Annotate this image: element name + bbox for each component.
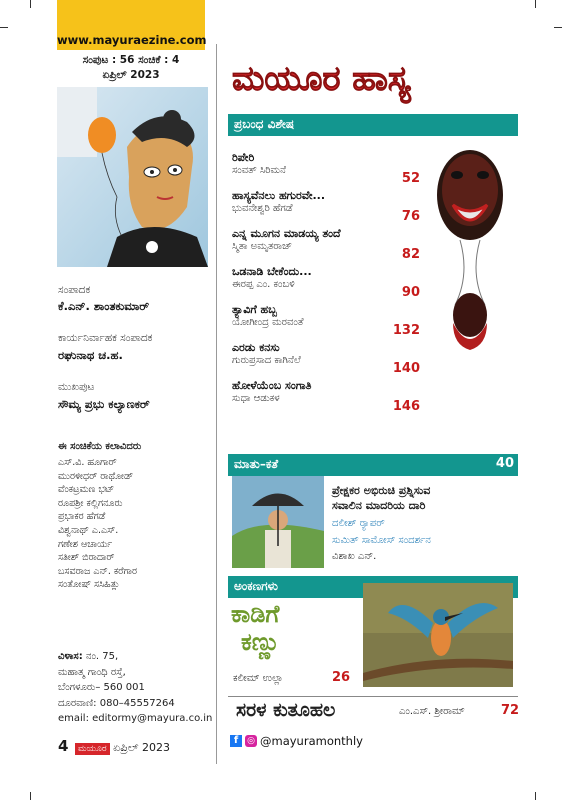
mask-illustration xyxy=(425,145,515,370)
artist-name: ಬಸವರಾಜ ಎನ್. ಕರೆಗಾರ xyxy=(58,565,138,577)
page-footer xyxy=(58,737,170,755)
column-author: ಕಲೀಮ್ ಉಲ್ಲಾ xyxy=(233,673,284,684)
toc-title: ರಿಪೇರಿ xyxy=(232,151,255,164)
section-title: ಮಾತು–ಕತೆ xyxy=(234,457,279,471)
phone-label: ದೂರವಾಣಿ: xyxy=(58,697,97,709)
website-url[interactable]: www.mayuraezine.com xyxy=(57,33,207,47)
toc-entry[interactable] xyxy=(232,341,420,379)
editor-name: ಕೆ.ಎನ್. ಶಾಂತಕುಮಾರ್ xyxy=(58,299,150,313)
cover-artist: ಸೌಮ್ಯ ಪ್ರಭು ಕಲ್ಯಾಣಕರ್ xyxy=(58,397,150,411)
toc-title: ತ್ಯಾವಿಗೆ ಹಬ್ಬ xyxy=(232,303,277,316)
address-block xyxy=(58,649,212,727)
toc-page: 140 xyxy=(392,361,420,376)
masthead-title: ಮಯೂರ ಹಾಸ್ಯ xyxy=(232,59,411,99)
crop-mark xyxy=(554,27,562,28)
address-line: ಬೆಂಗಳೂರು– 560 001 xyxy=(58,682,145,693)
toc-title: ಹಾಸ್ಯವೆನಲು ಹಗುರವೇ... xyxy=(232,189,326,202)
section-matukathe-header xyxy=(228,454,518,476)
artist-name: ವೆಂಕಟ್ರಮಣ ಭಟ್ xyxy=(58,484,115,496)
issue-info xyxy=(57,53,205,83)
column-title: ಕಾಡಿಗೆ xyxy=(231,600,280,628)
column-divider xyxy=(216,44,217,764)
section-title: ಅಂಕಣಗಳು xyxy=(234,579,278,593)
column-title: ಕಣ್ಣು xyxy=(241,628,280,656)
toc-entry[interactable] xyxy=(232,265,420,303)
column-divider-line xyxy=(228,696,518,697)
artist-name: ಮುರಳೀಧರ್ ರಾಥೋಡ್ xyxy=(58,470,134,482)
footer-date: ಏಪ್ರಿಲ್ 2023 xyxy=(113,741,170,754)
cover-illustration xyxy=(57,87,208,267)
crop-mark xyxy=(535,792,536,800)
toc-page: 52 xyxy=(401,171,420,186)
column-title: ಸರಳ ಕುತೂಹಲ xyxy=(236,699,336,721)
toc-author: ಸುಧಾ ಆಡುಕಳ xyxy=(232,393,280,404)
crop-mark xyxy=(535,0,536,8)
toc-author: ಸಂವತ್ ಸಿರಿಮನೆ xyxy=(232,165,286,176)
interview-photo xyxy=(232,476,324,568)
artists-list xyxy=(58,456,137,592)
toc-author: ಸ್ಮಿತಾ ಅಮೃತರಾಜ್ xyxy=(232,241,293,252)
interview-subject: ಸುಮಿತ್ ಸಾಮೋಸ್ ಸಂದರ್ಶನ xyxy=(332,535,431,546)
toc-author: ಈರಪ್ಪ ಎಂ. ಕಂಬಳಿ xyxy=(232,279,295,290)
interview-author: ವಿಶಾಖ ಎನ್. xyxy=(332,551,377,562)
toc-entry[interactable] xyxy=(232,189,420,227)
masthead-logo xyxy=(228,44,498,108)
page-number: 4 xyxy=(58,737,69,755)
interview-text[interactable] xyxy=(332,483,517,565)
cover-label: ಮುಖಪುಟ xyxy=(58,381,95,393)
toc-title: ಹೋಳೆಯೆಂಬ ಸಂಗಾತಿ xyxy=(232,379,312,392)
toc-entry[interactable] xyxy=(232,379,420,417)
toc-title: ಒಡನಾಡಿ ಬೇಕೆಂದು... xyxy=(232,265,312,278)
toc-page: 76 xyxy=(401,209,420,224)
toc-entry[interactable] xyxy=(232,303,420,341)
address-label: ವಿಳಾಸ: xyxy=(58,651,83,662)
toc-author: ಯೋಗೀಂದ್ರ ಮರವಂತೆ xyxy=(232,317,304,328)
column-author: ಎಂ.ಎಸ್. ಶ್ರೀರಾಮ್ xyxy=(399,706,465,717)
toc-page: 82 xyxy=(401,247,420,262)
crop-mark xyxy=(30,792,31,800)
artist-name: ವಿಶ್ವನಾಥ್ ಎ.ಎಸ್. xyxy=(58,524,119,536)
social-links xyxy=(230,734,363,748)
toc-page: 146 xyxy=(392,399,420,414)
artist-name: ಎಸ್.ವಿ. ಹೂಗಾರ್ xyxy=(58,457,117,468)
interview-subject: ದಲೀಶ್ ರ್‍ಯಾಪರ್ xyxy=(332,518,385,529)
toc-author: ಭುವನೇಶ್ವರಿ ಹೆಗಡೆ xyxy=(232,203,293,214)
facebook-icon[interactable]: f xyxy=(230,735,242,747)
address-line: ನಂ. 75, xyxy=(85,651,119,662)
issue-date: ಏಪ್ರಿಲ್ 2023 xyxy=(102,69,160,81)
section-title: ಪ್ರಬಂಧ ವಿಶೇಷ xyxy=(234,117,295,131)
kingfisher-photo xyxy=(363,583,513,687)
email-label: email: xyxy=(58,713,89,724)
toc-page: 132 xyxy=(392,323,420,338)
column-page: 72 xyxy=(501,703,520,718)
artist-name: ಸತೀಶ್ ಬಿರಾದಾರ್ xyxy=(58,552,115,564)
interview-headline: ಪ್ರೇಕ್ಷಕರ ಅಭಿರುಚಿ ಪ್ರಶ್ನಿಸುವ xyxy=(332,484,431,497)
toc-title: ಎನ್ನ ಮೂಗನ ಮಾಡಯ್ಯ ತಂದೆ xyxy=(232,227,341,240)
artist-name: ಸಂತೋಷ್ ಸಸಿಹಿತ್ಲು xyxy=(58,579,120,591)
toc-list xyxy=(232,151,420,417)
column-page: 26 xyxy=(332,670,351,685)
section-prabandha-header xyxy=(228,114,518,136)
footer-brand: ಮಯೂರ xyxy=(75,743,110,755)
crop-mark xyxy=(0,27,8,28)
toc-entry[interactable] xyxy=(232,227,420,265)
column-kadige-title xyxy=(231,600,361,656)
artist-name: ಗಣೇಶ ಆಚಾರ್ಯ xyxy=(58,538,113,550)
toc-page: 90 xyxy=(401,285,420,300)
artist-name: ಪ್ರಭಾಕರ ಹೆಗಡೆ xyxy=(58,511,106,523)
exec-editor-name: ರಘುನಾಥ ಚ.ಹ. xyxy=(58,348,123,362)
phone-number: 080–45557264 xyxy=(99,697,175,709)
section-page: 40 xyxy=(495,456,514,471)
instagram-icon[interactable]: ◎ xyxy=(245,735,257,747)
exec-editor-label: ಕಾರ್ಯನಿರ್ವಾಹಕ ಸಂಪಾದಕ xyxy=(58,332,153,344)
email-address[interactable]: editormy@mayura.co.in xyxy=(92,713,213,724)
social-handle[interactable]: @mayuramonthly xyxy=(260,734,363,748)
editor-label: ಸಂಪಾದಕ xyxy=(58,284,91,296)
crop-mark xyxy=(30,0,31,8)
toc-title: ಎರಡು ಕನಸು xyxy=(232,341,280,354)
artist-name: ರೂಪಶ್ರೀ ಕಲ್ಲಿಗನೂರು xyxy=(58,497,123,509)
toc-author: ಗುರುಪ್ರಸಾದ ಕಾಗಿನೆಲೆ xyxy=(232,355,301,366)
artists-heading: ಈ ಸಂಚಿಕೆಯ ಕಲಾವಿದರು xyxy=(58,441,142,452)
toc-entry[interactable] xyxy=(232,151,420,189)
address-line: ಮಹಾತ್ಮ ಗಾಂಧಿ ರಸ್ತೆ, xyxy=(58,666,126,678)
issue-volume: ಸಂಪುಟ : 56 ಸಂಚಿಕೆ : 4 xyxy=(82,54,180,66)
interview-headline: ಸವಾಲಿನ ಮಾದರಿಯ ದಾರಿ xyxy=(332,499,426,512)
